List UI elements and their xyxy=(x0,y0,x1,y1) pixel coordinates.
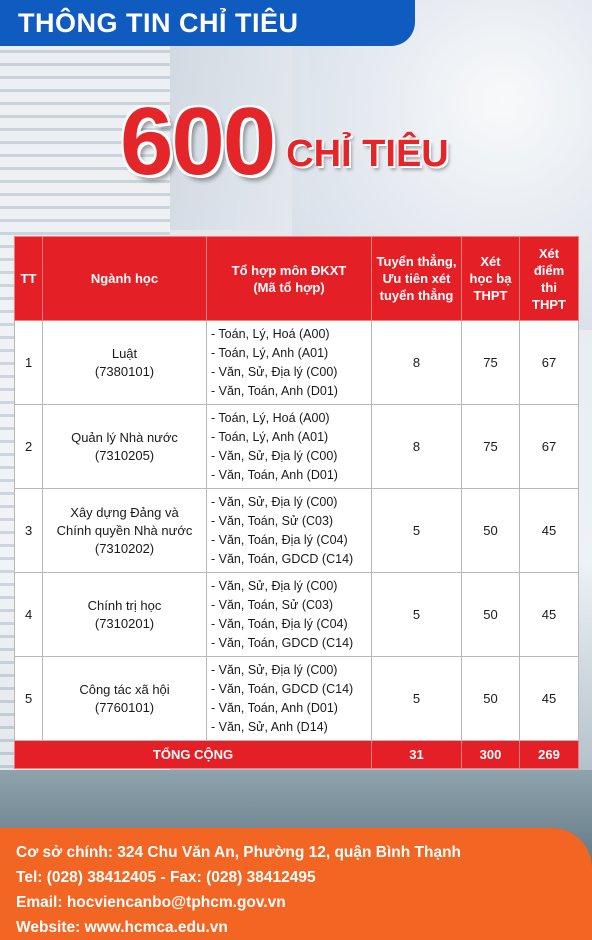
total-direct: 31 xyxy=(372,741,462,769)
row-direct: 8 xyxy=(372,321,462,405)
row-tt: 2 xyxy=(15,405,43,489)
row-exam: 45 xyxy=(520,573,579,657)
row-subjects: - Văn, Sử, Địa lý (C00) - Văn, Toán, GDCD (C14) - Văn, Toán, Anh (D01) - Văn, Sử, Anh (D14) xyxy=(207,657,372,741)
table-header-row xyxy=(15,237,579,321)
row-subjects: - Văn, Sử, Địa lý (C00) - Văn, Toán, Sử (C03) - Văn, Toán, Địa lý (C04) - Văn, Toán, GDCD (C14) xyxy=(207,573,372,657)
banner-title: THÔNG TIN CHỈ TIÊU xyxy=(18,7,299,38)
row-exam: 45 xyxy=(520,657,579,741)
row-transcript: 75 xyxy=(462,321,520,405)
row-tt: 1 xyxy=(15,321,43,405)
table-row xyxy=(15,405,579,489)
table-row xyxy=(15,573,579,657)
footer-website[interactable]: Website: www.hcmca.edu.vn xyxy=(16,919,228,936)
header-transcript: Xét học bạ THPT xyxy=(462,237,520,321)
row-direct: 5 xyxy=(372,657,462,741)
header-tt: TT xyxy=(15,237,43,321)
row-exam: 45 xyxy=(520,489,579,573)
row-major: Luật (7380101) xyxy=(43,321,207,405)
contact-footer xyxy=(0,828,592,940)
row-subjects: - Văn, Sử, Địa lý (C00) - Văn, Toán, Sử (C03) - Văn, Toán, Địa lý (C04) - Văn, Toán, GDCD (C14) xyxy=(207,489,372,573)
row-transcript: 50 xyxy=(462,657,520,741)
footer-email[interactable]: Email: hocviencanbo@tphcm.gov.vn xyxy=(16,894,286,911)
row-major: Quản lý Nhà nước (7310205) xyxy=(43,405,207,489)
row-subjects: - Toán, Lý, Hoá (A00) - Toán, Lý, Anh (A01) - Văn, Sử, Địa lý (C00) - Văn, Toán, Anh (D01) xyxy=(207,321,372,405)
table-row xyxy=(15,489,579,573)
title-banner xyxy=(0,0,415,46)
headline-label: CHỈ TIÊU xyxy=(286,133,449,175)
row-transcript: 50 xyxy=(462,573,520,657)
row-tt: 5 xyxy=(15,657,43,741)
total-row xyxy=(15,741,579,769)
table-row xyxy=(15,321,579,405)
header-direct: Tuyển thẳng, Ưu tiên xét tuyển thẳng xyxy=(372,237,462,321)
row-tt: 3 xyxy=(15,489,43,573)
quota-table xyxy=(14,236,579,769)
row-direct: 8 xyxy=(372,405,462,489)
row-major: Xây dựng Đảng và Chính quyền Nhà nước (7310202) xyxy=(43,489,207,573)
header-exam: Xét điểm thi THPT xyxy=(520,237,579,321)
total-label: TỔNG CỘNG xyxy=(15,741,372,769)
row-direct: 5 xyxy=(372,489,462,573)
row-tt: 4 xyxy=(15,573,43,657)
footer-address: Cơ sở chính: 324 Chu Văn An, Phường 12, quận Bình Thạnh xyxy=(16,844,462,861)
headline-number: 600 xyxy=(120,88,275,195)
row-direct: 5 xyxy=(372,573,462,657)
header-major: Ngành học xyxy=(43,237,207,321)
headline xyxy=(120,80,449,195)
footer-phone: Tel: (028) 38412405 - Fax: (028) 38412495 xyxy=(16,869,316,886)
row-major: Chính trị học (7310201) xyxy=(43,573,207,657)
row-subjects: - Toán, Lý, Hoá (A00) - Toán, Lý, Anh (A01) - Văn, Sử, Địa lý (C00) - Văn, Toán, Anh (D01) xyxy=(207,405,372,489)
row-major: Công tác xã hội (7760101) xyxy=(43,657,207,741)
total-transcript: 300 xyxy=(462,741,520,769)
total-exam: 269 xyxy=(520,741,579,769)
table-row xyxy=(15,657,579,741)
row-exam: 67 xyxy=(520,405,579,489)
row-exam: 67 xyxy=(520,321,579,405)
header-combo: Tổ hợp môn ĐKXT (Mã tổ hợp) xyxy=(207,237,372,321)
row-transcript: 50 xyxy=(462,489,520,573)
row-transcript: 75 xyxy=(462,405,520,489)
